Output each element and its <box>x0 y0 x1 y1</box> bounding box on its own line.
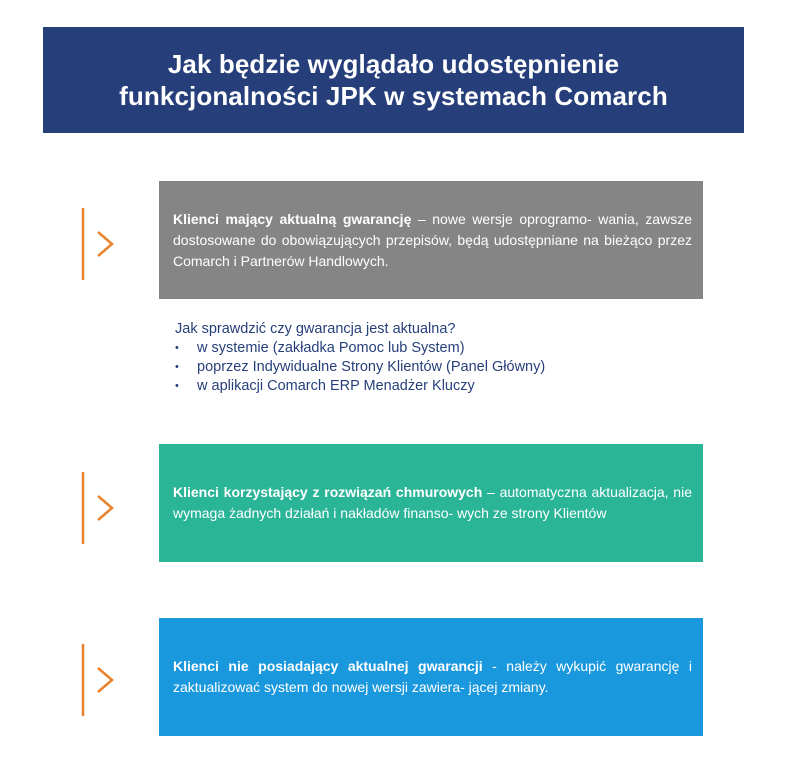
no-warranty-customers-heading: Klienci nie posiadający aktualnej gwarancji <box>173 658 483 674</box>
no-warranty-customers-text <box>173 656 692 698</box>
cloud-customers-text <box>173 482 692 524</box>
warranty-check-list <box>175 339 695 396</box>
list-item <box>175 377 695 396</box>
title-line-2: funkcjonalności JPK w systemach Comarch <box>119 81 668 111</box>
no-warranty-customers-box <box>159 618 703 736</box>
warranty-customers-heading: Klienci mający aktualną gwarancję <box>173 210 412 227</box>
list-item-text: w aplikacji Comarch ERP Menadżer Kluczy <box>197 378 475 394</box>
list-item <box>175 358 695 377</box>
title-line-1: Jak będzie wyglądało udostępnienie <box>167 49 620 79</box>
bullet-icon: • <box>175 380 179 392</box>
warranty-customers-description: – nowe wersje oprogramo- wania, zawsze dostosowane do obowiązujących przepisów, będą udostępniane na bieżąco przez Comarch i Partnerów Handlowych. <box>173 210 692 269</box>
chevron-right-icon <box>80 642 120 718</box>
warranty-customers-text <box>173 209 692 272</box>
no-warranty-customers-description: - należy wykupić gwarancję i zaktualizować system do nowej wersji zawiera- jącej zmiany. <box>173 658 693 695</box>
bullet-icon: • <box>175 342 179 354</box>
cloud-customers-description: – automatyczna aktualizacja, nie wymaga żadnych działań i nakładów finanso- wych ze strony Klientów <box>173 484 692 521</box>
list-item-text: poprzez Indywidualne Strony Klientów (Panel Główny) <box>197 359 546 375</box>
chevron-right-icon <box>80 470 120 546</box>
warranty-customers-box <box>159 181 703 299</box>
page-title <box>43 27 744 133</box>
cloud-customers-box <box>159 444 703 562</box>
chevron-right-icon <box>80 206 120 282</box>
warranty-check-question: Jak sprawdzić czy gwarancja jest aktualna? <box>175 321 456 337</box>
bullet-icon: • <box>175 361 179 373</box>
list-item <box>175 339 695 358</box>
list-item-text: w systemie (zakładka Pomoc lub System) <box>197 340 465 356</box>
warranty-check-info <box>175 320 695 396</box>
cloud-customers-heading: Klienci korzystający z rozwiązań chmurowych <box>173 484 483 500</box>
